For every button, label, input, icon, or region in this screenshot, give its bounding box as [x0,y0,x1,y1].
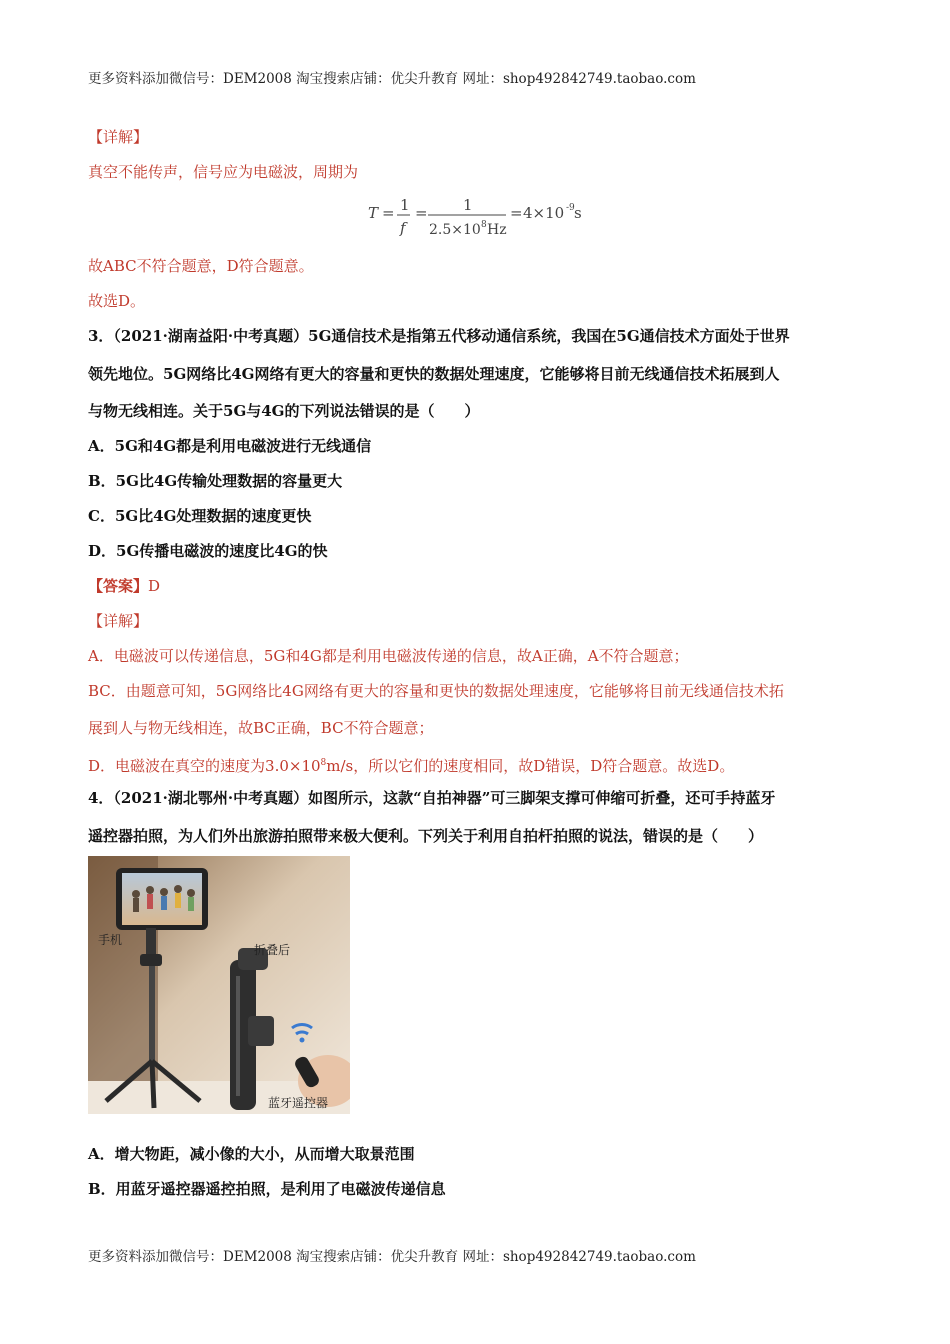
q3-stem-line1: 3．（2021·湖南益阳·中考真题）5G通信技术是指第五代移动通信系统，我国在5G通信技术方面处于世界 [88,327,790,345]
q4-option-a: A．增大物距，减小像的大小，从而增大取景范围 [88,1145,415,1163]
q3-detail-a: A．电磁波可以传递信息，5G和4G都是利用电磁波传递的信息，故A正确，A不符合题意； [88,647,689,665]
label-phone: 手机 [98,933,123,947]
q3-detail-bc-line1: BC．由题意可知，5G网络比4G网络有更大的容量和更快的数据处理速度，它能够将目前无线通信技术拓 [88,682,784,700]
formula-eq2: = [415,204,428,222]
answer-label: 【答案】 [88,577,149,595]
q4-stem-line1: 4．（2021·湖北鄂州·中考真题）如图所示，这款“自拍神器”可三脚架支撑可伸缩可折叠，还可手持蓝牙 [88,789,776,807]
q4-option-b: B．用蓝牙遥控器遥控拍照，是利用了电磁波传递信息 [88,1180,446,1198]
formula-den1: f [400,219,406,237]
q3-detail-d [88,752,734,777]
formula-T: T [368,204,379,222]
formula-eq3: = [510,204,523,222]
period-formula [368,196,598,246]
detail-d-exp: 8 [320,758,327,768]
detail-label: 【详解】 [88,128,149,146]
label-folded: 折叠后 [254,943,291,957]
detail-text: 真空不能传声，信号应为电磁波，周期为 [88,163,359,181]
answer-value: D [148,577,161,595]
formula-eq1: = [382,204,395,222]
q2-choice: 故选D。 [88,292,146,310]
formula-num1: 1 [400,196,410,214]
q2-conclusion: 故ABC不符合题意，D符合题意。 [88,257,314,275]
formula-result-base: 4×10 [523,204,565,222]
selfie-stick-photo [88,856,350,1114]
q3-option-d: D．5G传播电磁波的速度比4G的快 [88,542,328,560]
q3-detail-label: 【详解】 [88,612,149,630]
q3-stem-line3: 与物无线相连。关于5G与4G的下列说法错误的是（ ） [88,402,480,420]
formula-den2-unit: Hz [487,222,507,238]
detail-d-post: m/s，所以它们的速度相同，故D错误，D符合题意。故选D。 [326,757,735,775]
formula-result-exp: -9 [566,203,575,213]
formula-den2-base: 2.5×10 [429,222,481,238]
label-remote: 蓝牙遥控器 [268,1096,329,1110]
q3-answer [88,575,160,597]
page-header: 更多资料添加微信号：DEM2008 淘宝搜索店铺：优尖升教育 网址：shop492842749.taobao.com [88,71,696,87]
q4-stem-line2: 遥控器拍照，为人们外出旅游拍照带来极大便利。下列关于利用自拍杆拍照的说法，错误的是（ ） [88,827,764,845]
selfie-stick-illustration [88,856,350,1114]
detail-d-pre: D．电磁波在真空的速度为3.0×10 [88,757,321,775]
formula-num2: 1 [463,196,473,214]
q3-option-c: C．5G比4G处理数据的速度更快 [88,507,312,525]
q3-detail-bc-line2: 展到人与物无线相连，故BC正确，BC不符合题意； [88,719,434,737]
formula-den2-exp: 8 [481,220,487,230]
q3-option-a: A．5G和4G都是利用电磁波进行无线通信 [88,437,372,455]
page-footer: 更多资料添加微信号：DEM2008 淘宝搜索店铺：优尖升教育 网址：shop492842749.taobao.com [88,1249,696,1265]
q3-stem-line2: 领先地位。5G网络比4G网络有更大的容量和更快的数据处理速度，它能够将目前无线通信技术拓展到人 [88,365,780,383]
formula-result-unit: s [574,204,582,222]
q3-option-b: B．5G比4G传输处理数据的容量更大 [88,472,343,490]
formula-svg [368,196,598,242]
